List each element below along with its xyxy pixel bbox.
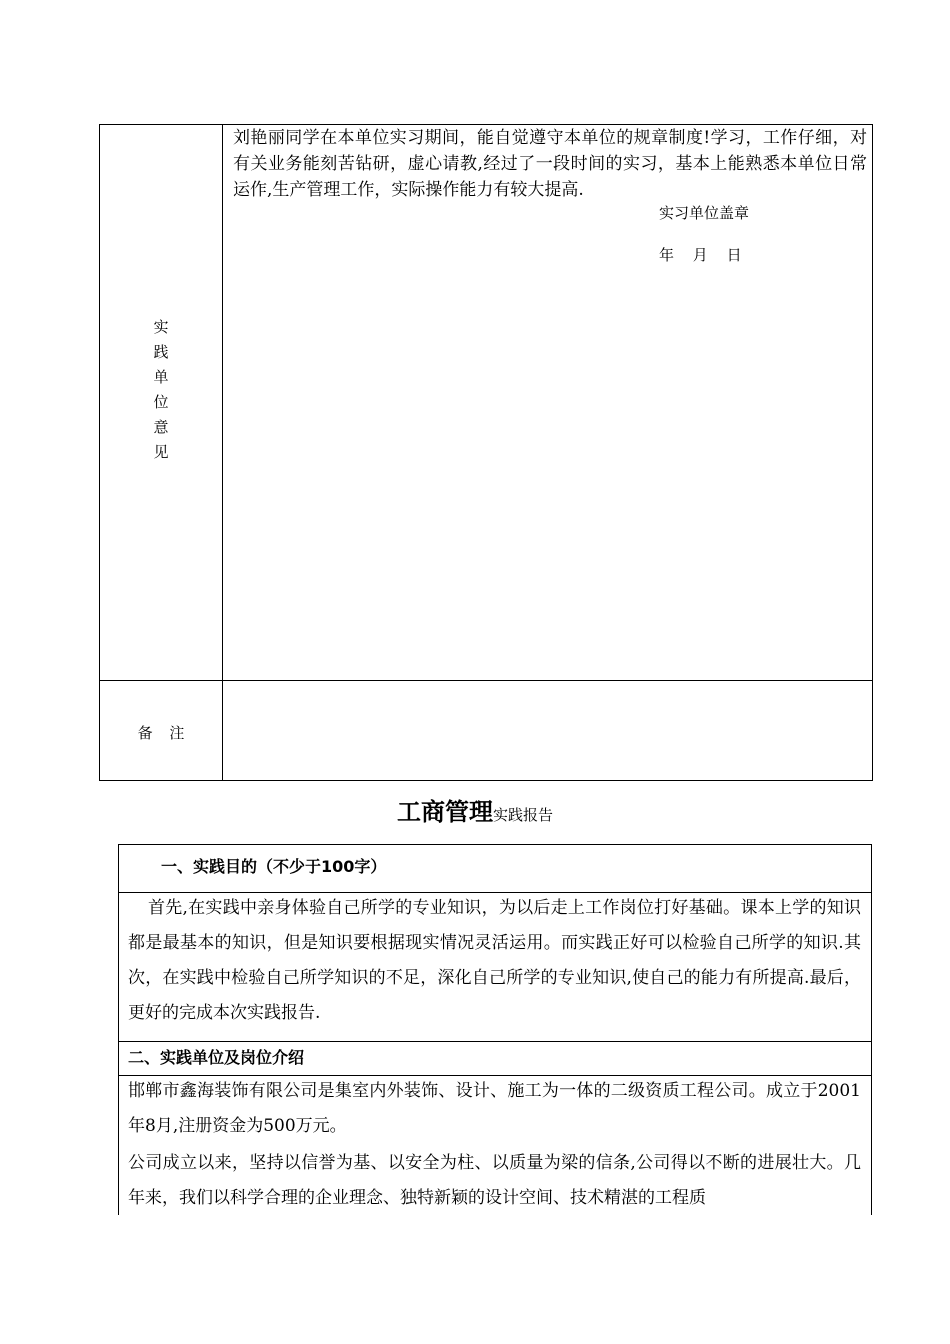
row-divider bbox=[119, 1041, 871, 1042]
report-title-suffix: 实践报告 bbox=[492, 806, 553, 824]
label-char: 践 bbox=[153, 343, 169, 361]
remarks-label bbox=[100, 722, 222, 743]
section-purpose-title: 一、实践目的（不少于100字） bbox=[161, 857, 387, 876]
report-title-main: 工商管理 bbox=[396, 798, 493, 826]
section-unit-intro-para2: 公司成立以来，坚持以信誉为基、以安全为柱、以质量为梁的信条,公司得以不断的进展壮大。几年来，我们以科学合理的企业理念、独特新颖的设计空间、技术精湛的工程质 bbox=[128, 1153, 861, 1208]
label-char: 意 bbox=[153, 418, 169, 436]
row-divider bbox=[100, 680, 872, 681]
section-unit-intro-title: 二、实践单位及岗位介绍 bbox=[128, 1048, 305, 1067]
practice-report-table bbox=[118, 844, 872, 1215]
column-divider bbox=[222, 125, 223, 780]
label-char: 单 bbox=[153, 368, 169, 386]
remarks-char: 注 bbox=[169, 724, 185, 742]
date-month: 月 bbox=[692, 246, 708, 264]
unit-opinion-table bbox=[99, 124, 873, 781]
remarks-char: 备 bbox=[137, 724, 153, 742]
label-char: 实 bbox=[153, 318, 169, 336]
label-char: 位 bbox=[153, 393, 169, 411]
unit-opinion-label bbox=[100, 315, 222, 465]
section-purpose-text: 首先,在实践中亲身体验自己所学的专业知识，为以后走上工作岗位打好基础。课本上学的知识都是最基本的知识，但是知识要根据现实情况灵活运用。而实践正好可以检验自己所学的知识.其次，在实践中检验自己所学知识的不足，深化自己所学的专业知识,使自己的能力有所提高.最后，更好的完成本次实践报告. bbox=[128, 898, 861, 1023]
unit-opinion-text: 刘艳丽同学在本单位实习期间，能自觉遵守本单位的规章制度!学习，工作仔细，对有关业务能刻苦钻研，虚心请教,经过了一段时间的实习，基本上能熟悉本单位日常运作,生产管理工作，实际操作能力有较大提高. bbox=[233, 128, 867, 200]
section-unit-intro-para1: 邯郸市鑫海装饰有限公司是集室内外装饰、设计、施工为一体的二级资质工程公司。成立于2001年8月,注册资金为500万元。 bbox=[128, 1081, 861, 1136]
date-line bbox=[659, 244, 756, 265]
date-day: 日 bbox=[726, 246, 742, 264]
label-char: 见 bbox=[153, 443, 169, 461]
date-year: 年 bbox=[659, 246, 675, 264]
report-title bbox=[0, 792, 950, 827]
seal-label: 实习单位盖章 bbox=[659, 204, 750, 222]
